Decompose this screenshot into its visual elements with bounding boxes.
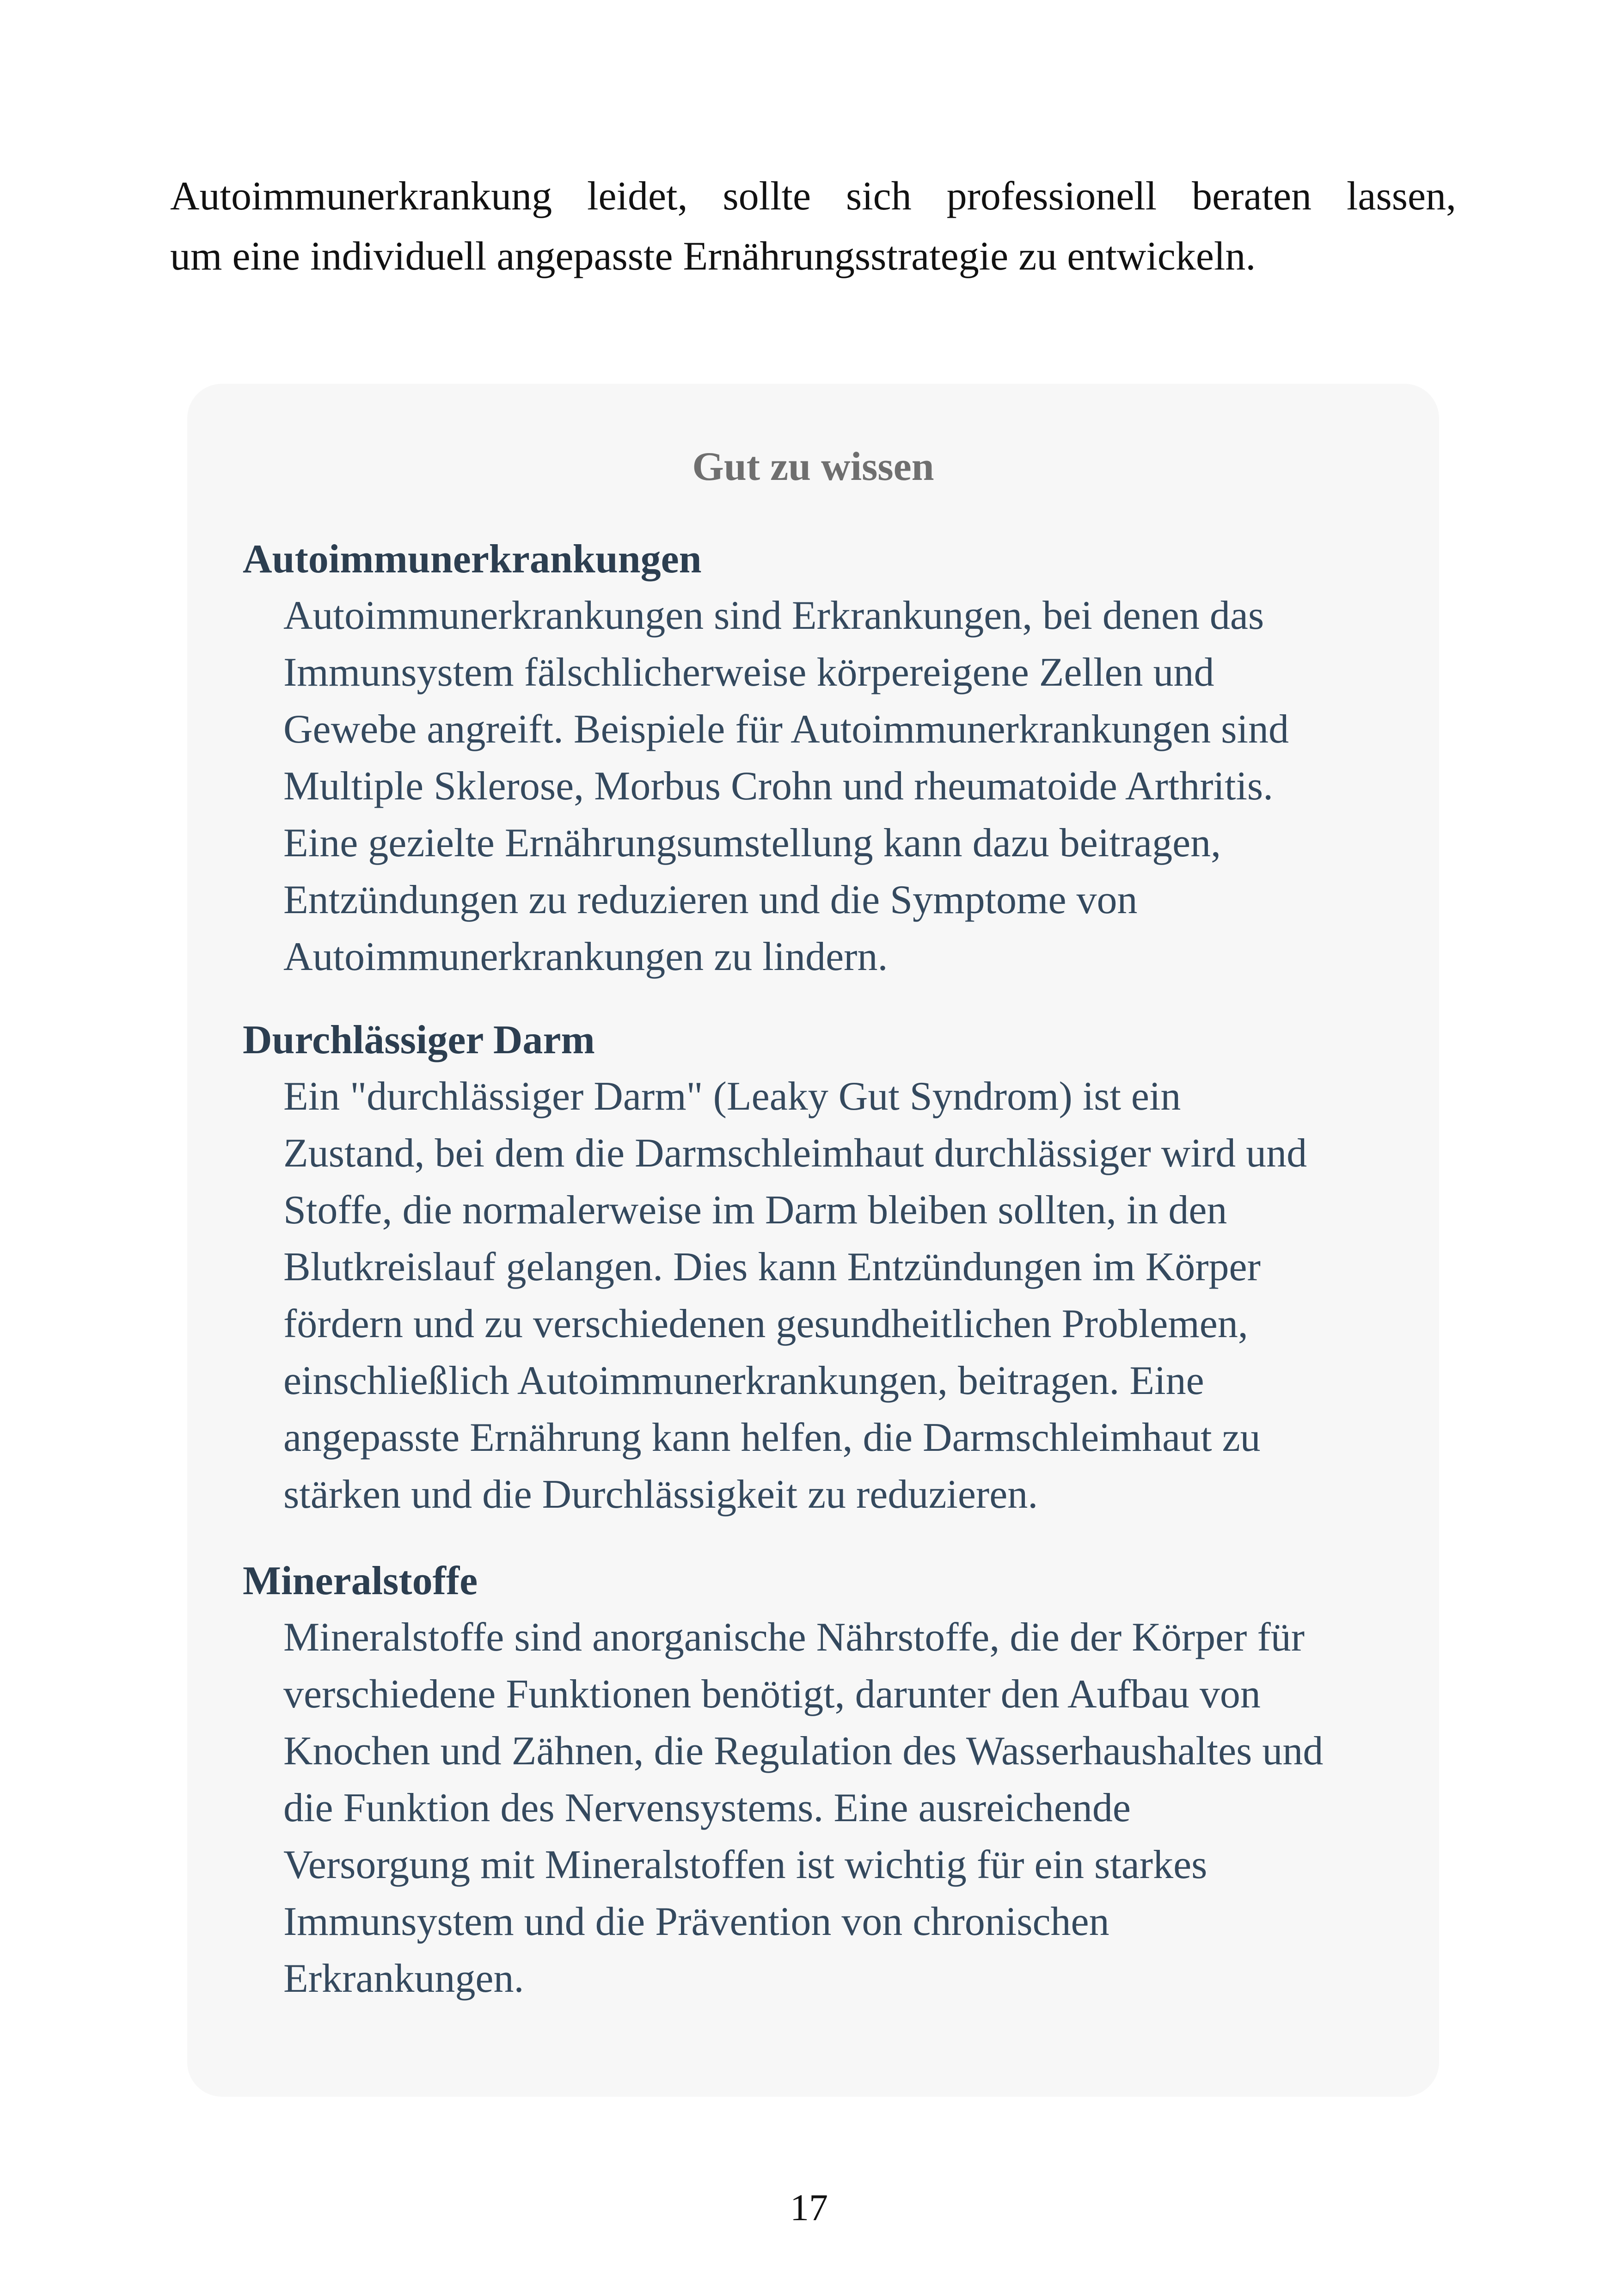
definition-line: Autoimmunerkrankungen zu lindern. <box>283 934 888 979</box>
intro-line: um eine individuell angepasste Ernährungsstrategie zu entwickeln. <box>170 234 1256 279</box>
definition-line: Autoimmunerkrankungen sind Erkrankungen, bei denen das <box>283 593 1264 638</box>
definition-line: Zustand, bei dem die Darmschleimhaut durchlässiger wird und <box>283 1131 1307 1176</box>
definition-line: Eine gezielte Ernährungsumstellung kann dazu beitragen, <box>283 821 1221 866</box>
definition-line: angepasste Ernährung kann helfen, die Darmschleimhaut zu <box>283 1415 1261 1460</box>
intro-line: Autoimmunerkrankung leidet, sollte sich professionell beraten lassen, <box>170 174 1456 219</box>
glossary-term: Durchlässiger Darm <box>243 1018 595 1062</box>
glossary-term: Autoimmunerkrankungen <box>243 537 702 582</box>
definition-line: Immunsystem und die Prävention von chronischen <box>283 1899 1109 1944</box>
glossary-entry-durchlaessiger-darm <box>243 1013 1417 1523</box>
definition-line: die Funktion des Nervensystems. Eine ausreichende <box>283 1786 1131 1830</box>
definition-line: Knochen und Zähnen, die Regulation des Wasserhaushaltes und <box>283 1729 1324 1774</box>
page-number: 17 <box>790 2186 828 2228</box>
info-box-title: Gut zu wissen <box>692 444 934 489</box>
definition-line: fördern und zu verschiedenen gesundheitlichen Problemen, <box>283 1301 1248 1346</box>
definition-line: Versorgung mit Mineralstoffen ist wichtig für ein starkes <box>283 1842 1207 1887</box>
definition-line: Stoffe, die normalerweise im Darm bleiben sollten, in den <box>283 1188 1227 1233</box>
definition-line: Mineralstoffe sind anorganische Nährstoffe, die der Körper für <box>283 1615 1305 1660</box>
glossary-definition <box>283 1068 1417 1523</box>
info-box <box>187 384 1439 2097</box>
definition-line: stärken und die Durchlässigkeit zu reduzieren. <box>283 1472 1038 1517</box>
glossary-entry-mineralstoffe <box>243 1553 1417 2007</box>
definition-line: Blutkreislauf gelangen. Dies kann Entzündungen im Körper <box>283 1245 1261 1289</box>
definition-line: Multiple Sklerose, Morbus Crohn und rheumatoide Arthritis. <box>283 764 1274 809</box>
definition-line: Ein "durchlässiger Darm" (Leaky Gut Syndrom) ist ein <box>283 1074 1181 1119</box>
glossary-definition <box>283 1609 1417 2007</box>
definition-line: Entzündungen zu reduzieren und die Symptome von <box>283 878 1138 922</box>
glossary-term: Mineralstoffe <box>243 1559 478 1603</box>
glossary-definition <box>283 587 1417 985</box>
definition-line: verschiedene Funktionen benötigt, darunter den Aufbau von <box>283 1672 1261 1717</box>
definition-line: Erkrankungen. <box>283 1956 524 2001</box>
definition-line: Immunsystem fälschlicherweise körpereigene Zellen und <box>283 650 1214 695</box>
glossary-entry-autoimmunerkrankungen <box>243 532 1417 985</box>
definition-line: Gewebe angreift. Beispiele für Autoimmunerkrankungen sind <box>283 707 1289 752</box>
intro-paragraph <box>170 166 1456 287</box>
definition-line: einschließlich Autoimmunerkrankungen, beitragen. Eine <box>283 1358 1204 1403</box>
